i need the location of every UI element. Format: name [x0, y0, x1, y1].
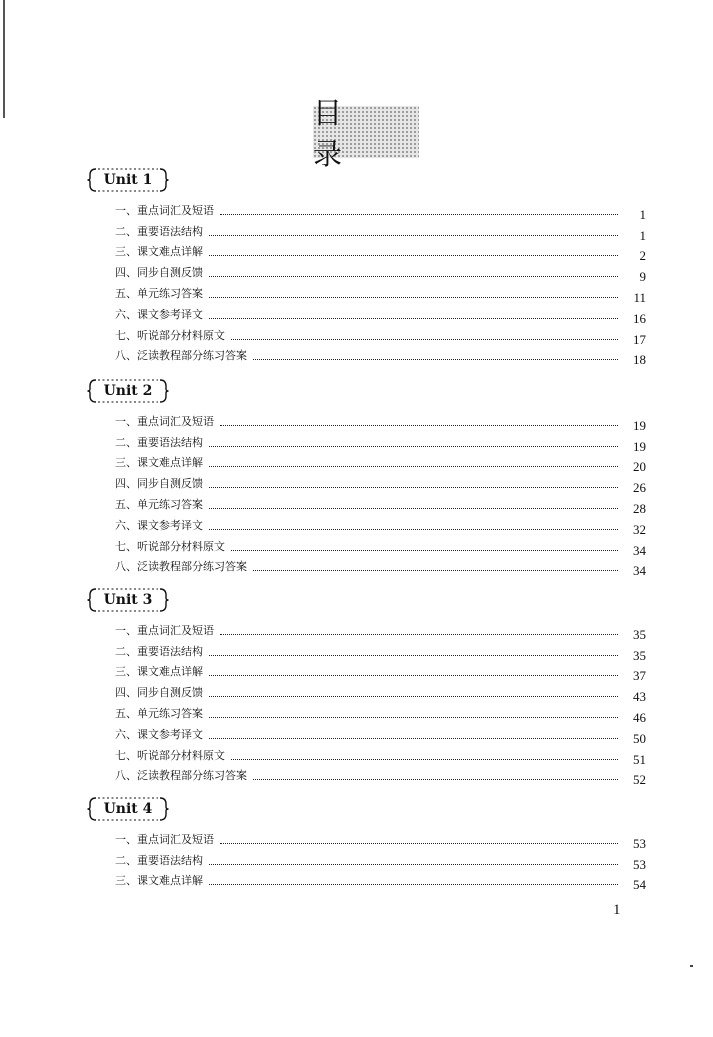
dot-leader [209, 655, 618, 656]
page-number: 1 [613, 902, 621, 918]
dot-leader [209, 276, 618, 277]
toc-list [86, 826, 646, 893]
toc-entry [86, 239, 646, 264]
toc-entry-page: 17 [633, 331, 646, 347]
toc-entry [86, 450, 646, 475]
toc-entry [86, 470, 646, 496]
scan-edge-mark [3, 0, 5, 118]
dot-leader [209, 487, 618, 488]
toc-entry-page: 34 [633, 563, 646, 579]
dot-leader [231, 550, 618, 551]
toc-entry-title: 三、课文难点详解 [115, 245, 203, 259]
toc-entry-page: 1 [639, 227, 646, 243]
toc-entry-page: 51 [633, 751, 646, 767]
toc-entry-page: 53 [633, 835, 646, 851]
dot-leader [209, 297, 618, 298]
dot-leader [209, 318, 618, 319]
toc-entry [86, 868, 646, 893]
toc-entry [86, 700, 646, 725]
toc-entry [86, 742, 646, 767]
toc-entry [86, 533, 646, 558]
unit-label: Unit 3 [103, 592, 153, 608]
dot-leader [253, 359, 618, 360]
toc-entry-page: 26 [633, 480, 646, 496]
unit-header [86, 163, 646, 197]
unit-label: Unit 1 [103, 172, 153, 188]
toc-entry [86, 554, 646, 579]
toc-entry [86, 617, 646, 642]
dot-leader [253, 779, 618, 780]
page-title: 目 录 [313, 96, 363, 171]
toc-entry-title: 一、重点词汇及短语 [115, 414, 214, 428]
toc-entry-title: 五、单元练习答案 [115, 286, 203, 300]
toc-entry [86, 491, 646, 516]
dot-leader [220, 425, 618, 426]
toc-entry-page: 19 [633, 417, 646, 433]
dot-leader [220, 214, 618, 215]
unit-section-2 [86, 374, 646, 579]
toc-entry-page: 9 [639, 269, 646, 285]
dot-leader [209, 529, 618, 530]
toc-entry [86, 847, 646, 872]
toc-entry-title: 二、重要语法结构 [115, 644, 203, 658]
toc-entry-page: 37 [633, 668, 646, 684]
toc-entry [86, 218, 646, 243]
dot-leader [209, 864, 618, 865]
toc-entry-title: 一、重点词汇及短语 [115, 832, 214, 846]
dot-leader [209, 675, 618, 676]
dot-leader [209, 466, 618, 467]
unit-label: Unit 2 [103, 383, 153, 399]
dot-leader [220, 634, 618, 635]
toc-entry-page: 50 [633, 730, 646, 746]
toc-entry-page: 34 [633, 542, 646, 558]
toc-entry-title: 一、重点词汇及短语 [115, 623, 214, 637]
toc-entry [86, 322, 646, 347]
toc-list [86, 408, 646, 579]
toc-entry [86, 408, 646, 433]
unit-header [86, 583, 646, 617]
toc-entry [86, 763, 646, 788]
toc-entry-title: 八、泛读教程部分练习答案 [115, 349, 247, 363]
toc-entry-title: 二、重要语法结构 [115, 224, 203, 238]
unit-section-4 [86, 792, 646, 893]
dot-leader [209, 717, 618, 718]
unit-badge [86, 165, 170, 195]
toc-entry-page: 11 [633, 289, 646, 305]
toc-entry-title: 八、泛读教程部分练习答案 [115, 560, 247, 574]
dot-leader [209, 255, 618, 256]
dot-leader [209, 696, 618, 697]
dot-leader [209, 508, 618, 509]
toc-entry-title: 三、课文难点详解 [115, 456, 203, 470]
dot-leader [209, 738, 618, 739]
toc-entry-page: 46 [633, 709, 646, 725]
scan-speck [690, 965, 693, 967]
toc-entry-title: 五、单元练习答案 [115, 706, 203, 720]
toc-entry-page: 52 [633, 772, 646, 788]
toc-entry [86, 301, 646, 326]
toc-entry [86, 280, 646, 305]
toc-entry-title: 八、泛读教程部分练习答案 [115, 769, 247, 783]
toc-entry-title: 四、同步自测反馈 [115, 266, 203, 280]
toc-entry [86, 197, 646, 222]
toc-entry-title: 七、听说部分材料原文 [115, 328, 225, 342]
toc-entry-page: 53 [633, 856, 646, 872]
toc-entry [86, 659, 646, 684]
dot-leader [209, 446, 618, 447]
dot-leader [209, 235, 618, 236]
toc-entry-page: 1 [639, 206, 646, 222]
toc-list [86, 197, 646, 368]
toc-entry-page: 19 [633, 438, 646, 454]
toc-entry [86, 638, 646, 663]
toc-entry-title: 三、课文难点详解 [115, 874, 203, 888]
toc-entry-page: 2 [639, 248, 646, 264]
toc-entry-page: 16 [633, 310, 646, 326]
toc-entry-title: 六、课文参考译文 [115, 727, 203, 741]
unit-header [86, 792, 646, 826]
toc-list [86, 617, 646, 788]
toc-entry-page: 54 [633, 877, 646, 893]
toc-entry [86, 512, 646, 537]
toc-entry-title: 二、重要语法结构 [115, 435, 203, 449]
toc-entry [86, 429, 646, 454]
toc-entry [86, 259, 646, 285]
toc-entry [86, 826, 646, 851]
unit-badge [86, 376, 170, 406]
toc-entry-page: 35 [633, 626, 646, 642]
toc-entry [86, 721, 646, 746]
toc-entry-page: 32 [633, 521, 646, 537]
toc-entry-title: 六、课文参考译文 [115, 518, 203, 532]
unit-badge [86, 794, 170, 824]
unit-section-1 [86, 163, 646, 368]
dot-leader [231, 759, 618, 760]
unit-label: Unit 4 [103, 801, 153, 817]
dot-leader [220, 843, 618, 844]
unit-header [86, 374, 646, 408]
unit-section-3 [86, 583, 646, 788]
toc-entry-page: 43 [633, 689, 646, 705]
toc-entry-title: 六、课文参考译文 [115, 307, 203, 321]
dot-leader [253, 570, 618, 571]
title-banner [313, 96, 419, 171]
toc-entry-page: 28 [633, 500, 646, 516]
toc-entry-page: 18 [633, 352, 646, 368]
toc-entry [86, 343, 646, 368]
toc-entry [86, 679, 646, 705]
toc-entry-page: 20 [633, 459, 646, 475]
toc-entry-title: 一、重点词汇及短语 [115, 203, 214, 217]
dot-leader [209, 884, 618, 885]
toc-entry-title: 四、同步自测反馈 [115, 686, 203, 700]
toc-entry-title: 二、重要语法结构 [115, 853, 203, 867]
toc-entry-page: 35 [633, 647, 646, 663]
toc-entry-title: 三、课文难点详解 [115, 665, 203, 679]
toc-entry-title: 五、单元练习答案 [115, 497, 203, 511]
toc-entry-title: 七、听说部分材料原文 [115, 748, 225, 762]
toc-entry-title: 四、同步自测反馈 [115, 477, 203, 491]
toc-entry-title: 七、听说部分材料原文 [115, 539, 225, 553]
unit-badge [86, 585, 170, 615]
dot-leader [231, 339, 618, 340]
